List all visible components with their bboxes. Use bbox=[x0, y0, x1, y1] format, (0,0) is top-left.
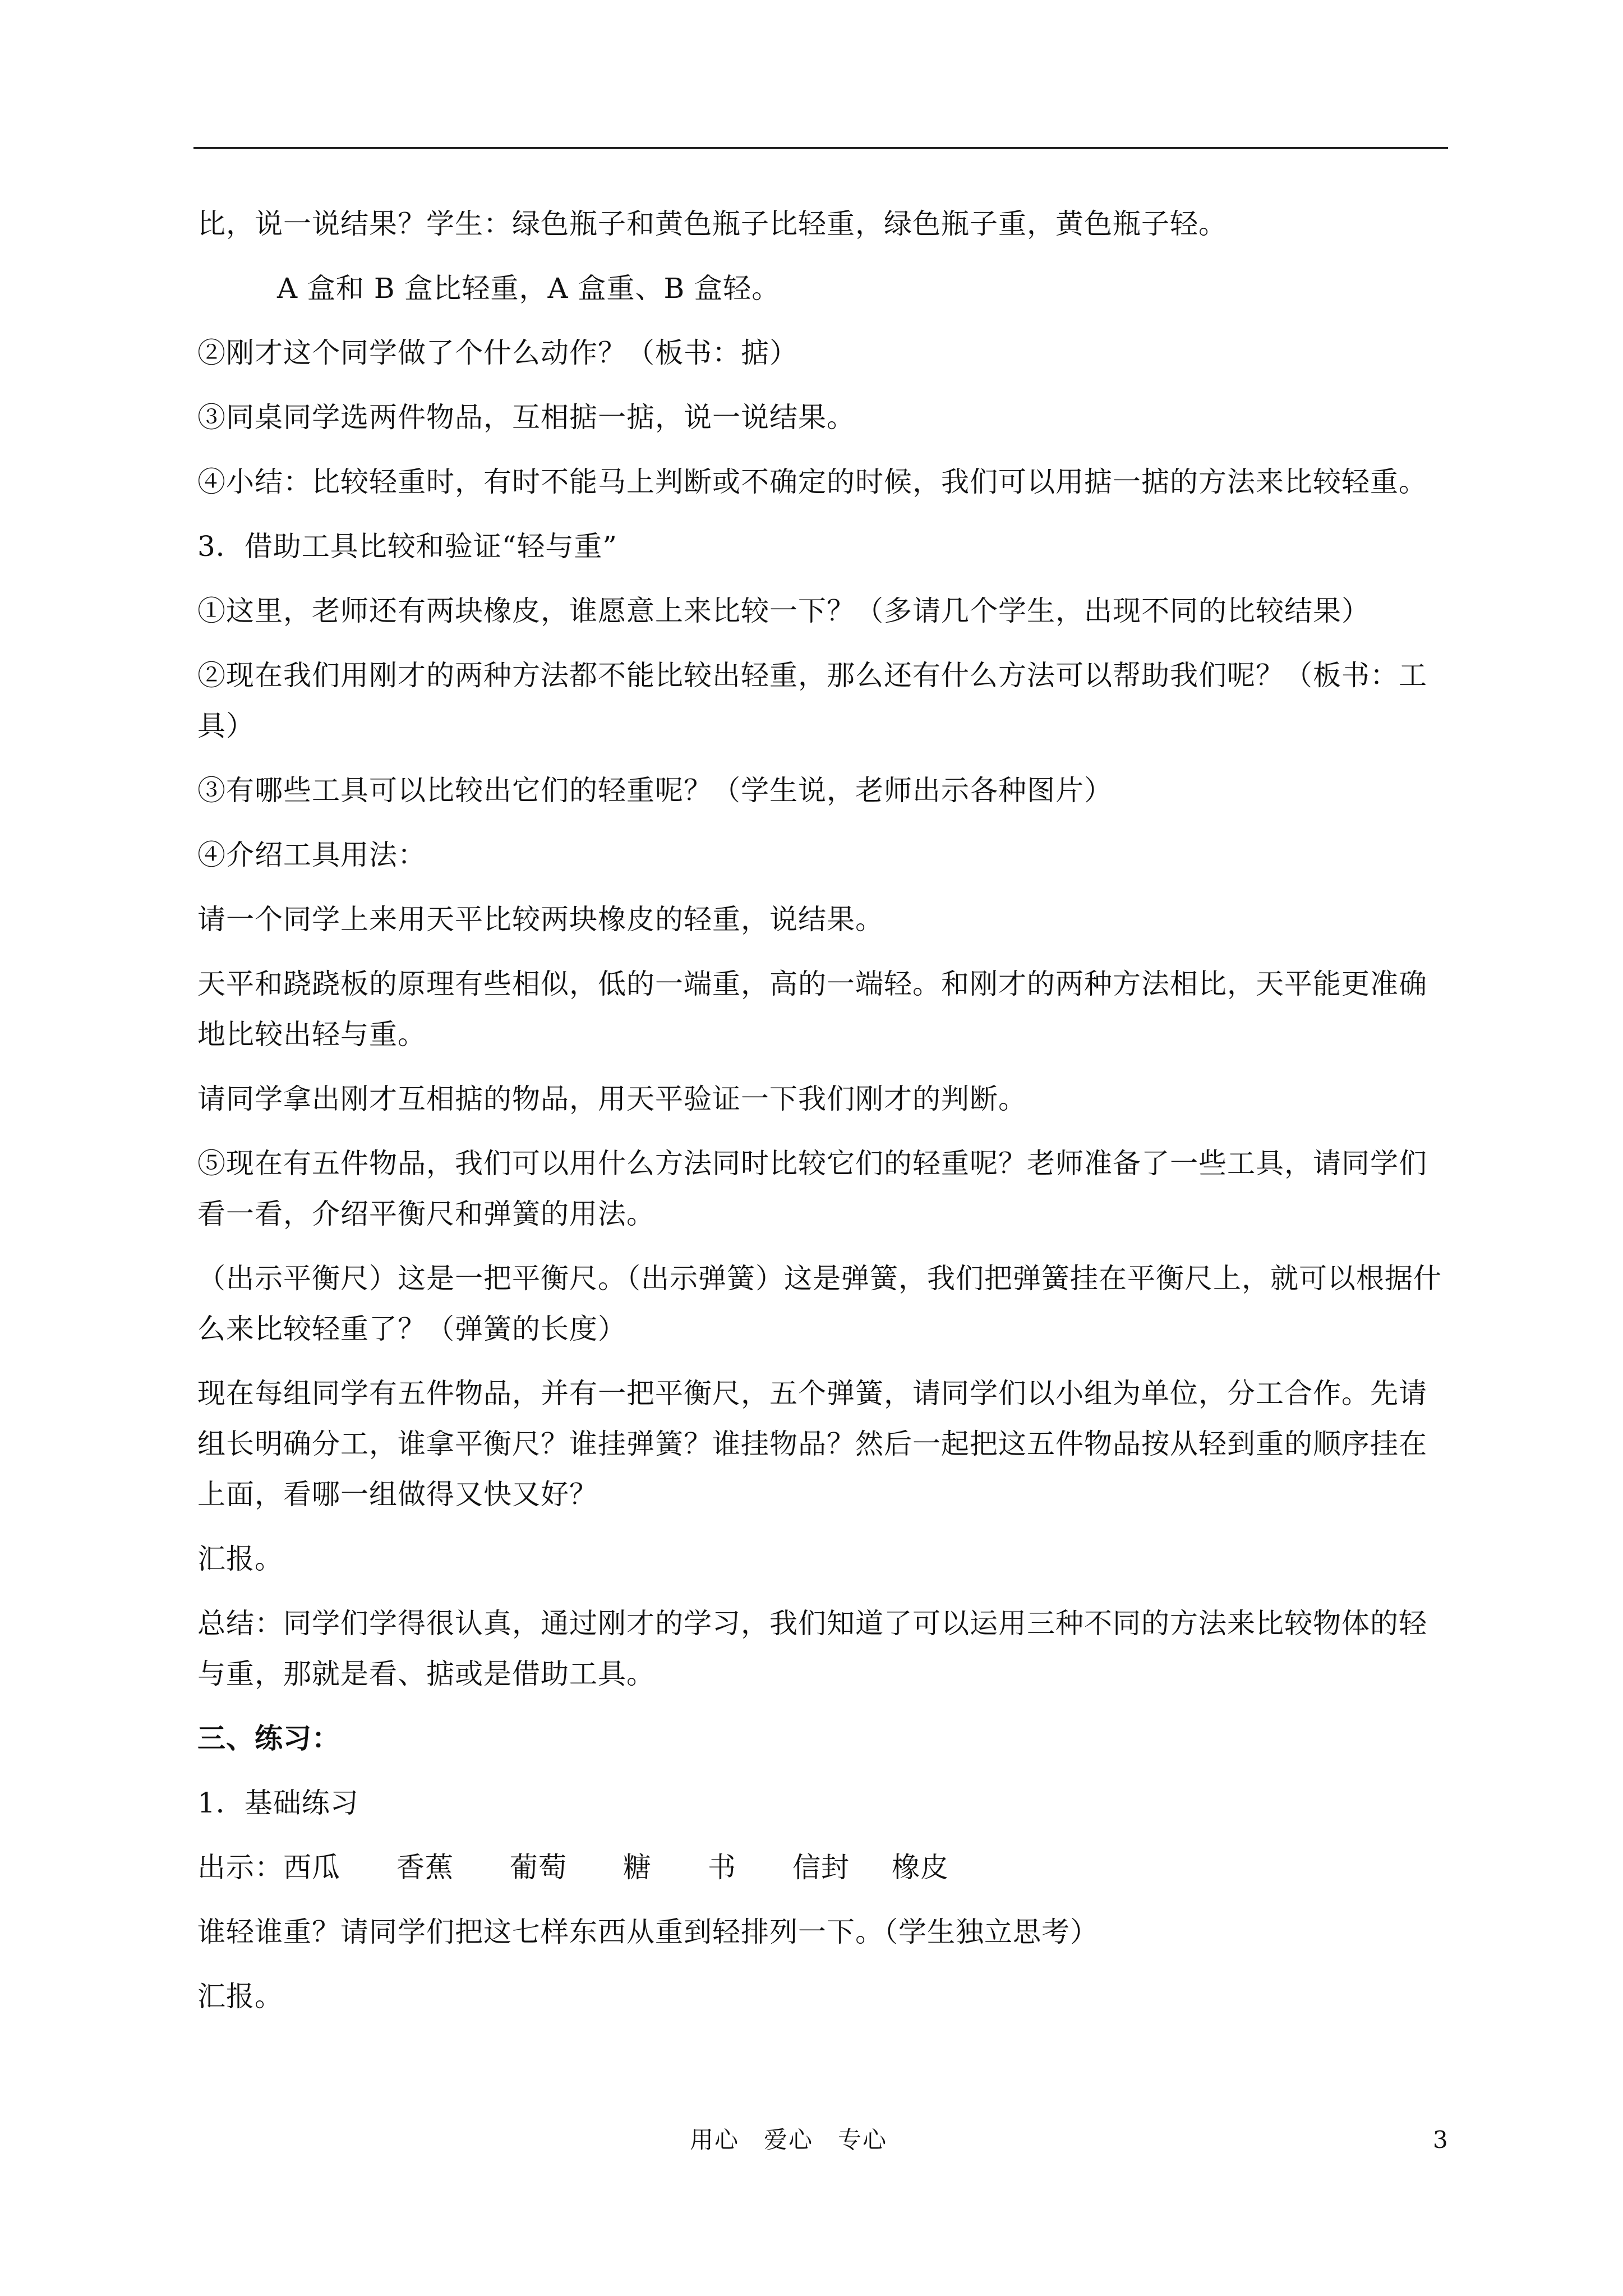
subsection-heading: 1．基础练习 bbox=[197, 1787, 359, 1819]
paragraph-line: 具） bbox=[197, 710, 255, 742]
paragraph-line: 地比较出轻与重。 bbox=[197, 1018, 426, 1051]
exhibit-item: 书 bbox=[708, 1851, 736, 1884]
paragraph-line: ②刚才这个同学做了个什么动作？（板书：掂） bbox=[197, 337, 798, 369]
body-text bbox=[197, 208, 1448, 2045]
exhibit-item: 信封 bbox=[792, 1851, 850, 1884]
paragraph-line: ③有哪些工具可以比较出它们的轻重呢？（学生说，老师出示各种图片） bbox=[197, 774, 1113, 807]
exhibit-item: 香蕉 bbox=[396, 1851, 454, 1884]
paragraph-line: ④介绍工具用法： bbox=[197, 839, 426, 871]
paragraph-line: 请同学拿出刚才互相掂的物品，用天平验证一下我们刚才的判断。 bbox=[197, 1083, 1027, 1115]
header-rule bbox=[193, 147, 1448, 149]
section-heading: 3．借助工具比较和验证“轻与重” bbox=[197, 530, 617, 563]
exhibit-item: 橡皮 bbox=[892, 1851, 949, 1884]
paragraph-line: 汇报。 bbox=[197, 1543, 283, 1575]
paragraph-line: ④小结：比较轻重时，有时不能马上判断或不确定的时候，我们可以用掂一掂的方法来比较轻重。 bbox=[197, 466, 1427, 498]
paragraph-line: ③同桌同学选两件物品，互相掂一掂，说一说结果。 bbox=[197, 401, 855, 434]
paragraph-line: 上面，看哪一组做得又快又好？ bbox=[197, 1478, 598, 1511]
paragraph-line: 总结：同学们学得很认真，通过刚才的学习，我们知道了可以运用三种不同的方法来比较物体的轻 bbox=[197, 1607, 1427, 1640]
paragraph-line: （出示平衡尺）这是一把平衡尺。（出示弹簧）这是弹簧，我们把弹簧挂在平衡尺上，就可以根据什 bbox=[197, 1262, 1442, 1295]
paragraph-line: ②现在我们用刚才的两种方法都不能比较出轻重，那么还有什么方法可以帮助我们呢？（板书：工 bbox=[197, 659, 1427, 692]
exhibit-item: 糖 bbox=[623, 1851, 652, 1884]
paragraph-line: 请一个同学上来用天平比较两块橡皮的轻重，说结果。 bbox=[197, 903, 884, 936]
paragraph-line: ⑤现在有五件物品，我们可以用什么方法同时比较它们的轻重呢？老师准备了一些工具，请同学们 bbox=[197, 1147, 1427, 1180]
paragraph-line: ①这里，老师还有两块橡皮，谁愿意上来比较一下？（多请几个学生，出现不同的比较结果） bbox=[197, 595, 1370, 627]
paragraph-line: 比，说一说结果？学生：绿色瓶子和黄色瓶子比轻重，绿色瓶子重，黄色瓶子轻。 bbox=[197, 208, 1227, 240]
paragraph-line: 汇报。 bbox=[197, 1980, 283, 2013]
paragraph-line: 组长明确分工，谁拿平衡尺？谁挂弹簧？谁挂物品？然后一起把这五件物品按从轻到重的顺序挂在 bbox=[197, 1428, 1427, 1460]
section-heading: 三、练习： bbox=[197, 1722, 340, 1755]
paragraph-line: 谁轻谁重？请同学们把这七样东西从重到轻排列一下。（学生独立思考） bbox=[197, 1916, 1099, 1948]
paragraph-line: 天平和跷跷板的原理有些相似，低的一端重，高的一端轻。和刚才的两种方法相比，天平能更准确 bbox=[197, 968, 1427, 1000]
exhibit-items-line bbox=[197, 1851, 1448, 1884]
page-number: 3 bbox=[1433, 2126, 1448, 2154]
exhibit-label: 出示： bbox=[197, 1851, 283, 1884]
paragraph-line: 与重，那就是看、掂或是借助工具。 bbox=[197, 1658, 655, 1690]
paragraph-line: 现在每组同学有五件物品，并有一把平衡尺，五个弹簧，请同学们以小组为单位，分工合作。先请 bbox=[197, 1377, 1427, 1410]
paragraph-line: 看一看，介绍平衡尺和弹簧的用法。 bbox=[197, 1198, 655, 1230]
paragraph-line: 么来比较轻重了？（弹簧的长度） bbox=[197, 1313, 626, 1345]
footer-motto: 用心 爱心 专心 bbox=[690, 2126, 888, 2154]
paragraph-line: A 盒和 B 盒比轻重，A 盒重、B 盒轻。 bbox=[277, 272, 781, 305]
exhibit-item: 西瓜 bbox=[283, 1851, 340, 1884]
exhibit-item: 葡萄 bbox=[510, 1851, 567, 1884]
